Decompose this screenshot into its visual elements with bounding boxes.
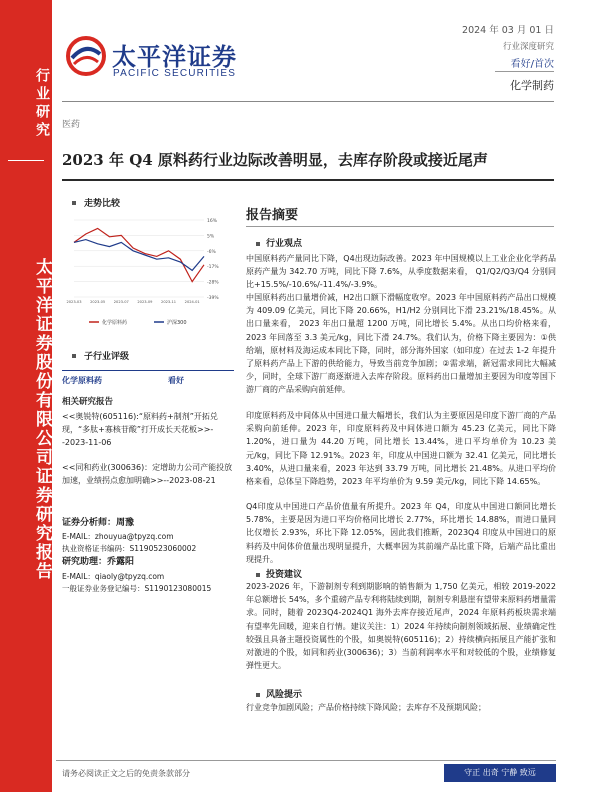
top-divider: [62, 101, 554, 102]
rating-value: 看好: [168, 376, 184, 385]
section-title: 行业观点: [266, 239, 303, 249]
company-name: 太平洋证券: [112, 43, 237, 71]
page-title: 2023 年 Q4 原料药行业边际改善明显，去库存阶段或接近尾声: [62, 151, 488, 169]
analyst-name: 证券分析师：周豫: [62, 518, 135, 528]
chart-legend-label: 沪深300: [167, 319, 187, 326]
company-name-en: PACIFIC SECURITIES: [113, 68, 237, 79]
related-report-link[interactable]: <<同和药业(300636)：定增助力公司产能投放加速，业绩拐点愈加明确>>--2023-08-21: [62, 463, 233, 485]
title-divider: [62, 179, 554, 181]
paragraph-export: 中国原料药出口量增价减，H2出口额下滑幅度收窄。2023 年中国原料药产品出口规模为 409.09 亿美元，同比下降 20.66%，H1/H2 分别同比下滑 23.21%/18.45%。从出口量来看， 2023 年出口量超 1200 万吨，同比增长 5.4%。从出口均价格来看，2023 年回落至 3.3 美元/kg，同比下滑 24.7%。我们认为，价格下降主要因为：①供给端，原材料及海运成本同比下降，同时，部分海外国家（如印度）在过去 1-2 年提升了原料药产品上下游的供给能力，导致当前竞争加剧；②需求端，新冠需求同比大幅减少，同时，全球下游厂商逐渐进入去库存阶段。原料药出口量增加主要因为印度等国下游厂商的产品采购向前延伸。: [246, 293, 556, 395]
footer-motto: 守正 出奇 宁静 致远: [444, 764, 556, 782]
chart-x-tick-label: 2023-05: [90, 300, 106, 304]
chart-x-tick-label: 2023-09: [137, 300, 153, 304]
bullet-icon: [256, 573, 260, 577]
chart-legend-label: 化学原料药: [102, 319, 128, 326]
side-org-label: 太平洋证券股份有限公司证券研究报告: [32, 258, 52, 581]
paragraph-production: 中国原料药产量同比下降，Q4出现边际改善。2023 年中国规模以上工业企业化学药品原药产量为 342.70 万吨，同比下降 7.6%，从季度数据来看， Q1/Q2/Q3/Q4 分别同比+15.5%/-10.6%/-11.4%/-3.9%。: [246, 254, 556, 290]
chart-series-line: [74, 228, 204, 281]
bullet-icon: [256, 693, 260, 697]
rating-divider: [62, 370, 234, 371]
footer-disclaimer: 请务必阅读正文之后的免责条款部分: [62, 769, 190, 778]
related-reports-title: 相关研究报告: [62, 397, 114, 407]
side-divider: [8, 160, 44, 161]
rating-section-title: 子行业评级: [84, 352, 130, 362]
footer-divider: [56, 760, 556, 761]
analyst-cert: 执业资格证书编码：S1190523060002: [62, 544, 197, 553]
chart-y-tick-label: -6%: [207, 249, 216, 255]
bullet-icon: [256, 242, 260, 246]
section-title: 投资建议: [266, 570, 303, 580]
chart-series: [74, 228, 204, 281]
report-type: 行业深度研究: [502, 42, 554, 52]
chart-x-tick-label: 2023-11: [161, 300, 177, 304]
rating-industry: 化学原料药: [62, 376, 102, 385]
chart-x-tick-label: 2024-01: [184, 300, 200, 304]
chart-y-tick-label: -17%: [207, 265, 219, 271]
side-bar: [0, 0, 52, 792]
paragraph-investment: 2023-2026 年，下游制剂专利到期影响的销售额为 1,750 亿美元，相较 2019-2022 年总额增长 54%，多个重磅产品专利将陆续到期，制剂专利悬崖有望带来原料药增量需求。同时，随着 2023Q4-2024Q1 海外去库存接近尾声，2024 年原料药板块需求端有望率先回暖，迎来自行情。建议关注：1）2024 年持续向制剂领域拓展、业绩确定性较强且具备主题投资属性的个股，如奥锐特(605116)；2）持续横向拓展且产能扩张和对激进的个股，如同和药业(300636)；3）当前利润率水平和对较低的个股，业绩修复弹性更大。: [246, 582, 556, 671]
researcher-name: 研究助理：乔露阳: [62, 557, 135, 567]
chart-x-axis: [66, 300, 199, 304]
company-logo-icon: [66, 36, 106, 76]
chart-x-tick-label: 2023-03: [66, 300, 82, 304]
researcher-email[interactable]: E-MAIL：qiaoly@tpyzq.com: [62, 572, 165, 581]
header-divider: [495, 71, 554, 72]
related-report-link[interactable]: <<奥锐特(605116):“原料药+制剂”开拓兑现，“多肽+寡核苷酸”打开成长天花板>>--2023-11-06: [62, 412, 218, 447]
analyst-email[interactable]: E-MAIL：zhouyua@tpyzq.com: [62, 532, 174, 541]
chart-y-tick-label: 16%: [207, 219, 218, 224]
section-tag: 医药: [62, 120, 81, 130]
report-industry: 化学制药: [510, 79, 554, 92]
bullet-icon: [72, 354, 76, 358]
bullet-icon: [72, 201, 76, 205]
side-category-label: 行业研究: [34, 68, 50, 140]
section-title: 风险提示: [266, 690, 303, 700]
chart-legend: [89, 319, 187, 326]
chart-y-tick-label: -39%: [207, 296, 219, 301]
paragraph-risk: 行业竞争加剧风险；产品价格持续下降风险；去库存不及预期风险；: [246, 703, 486, 712]
summary-title: 报告摘要: [246, 208, 299, 223]
paragraph-india-import: 印度原料药及中间体从中国进口量大幅增长，我们认为主要原因是印度下游厂商的产品采购向前延伸。2023 年，印度原料药及中间体进口额为 45.23 亿美元，同比下降 1.20%，进口量为 44.20 万吨，同比增长 13.44%，进口平均单价为 10.23 美元/kg，同比下降 12.91%。2023 年，印度从中国进口额为 32.41 亿美元，同比增长 3.40%，从进口量来看，2023 年达到 33.79 万吨，同比增长 21.48%。从进口平均价格来看，总体呈下降趋势，2023 年平均单价为 9.59 美元/kg，同比下降 14.65%。: [246, 411, 556, 487]
chart-y-tick-label: 5%: [207, 234, 215, 240]
paragraph-q4: Q4印度从中国进口产品价值量有所提升。2023 年 Q4，印度从中国进口额同比增长 5.78%，主要是因为进口平均价格同比增长 2.77%，环比增长 14.88%，而进口量同比仅增长 2.93%，环比下降 12.05%，因此我们推断，2023Q4 印度从中国进口的原料药及中间体价值量出现明显提升，大概率因为其前端产品比重下降，后端产品比重出现提升。: [246, 502, 556, 564]
summary-divider: [246, 226, 554, 227]
researcher-cert: 一般证券业务登记编号：S1190123080015: [62, 584, 212, 593]
trend-title: 走势比较: [84, 199, 121, 209]
chart-y-tick-label: -28%: [207, 280, 219, 286]
report-date: 2024 年 03 月 01 日: [462, 25, 554, 36]
chart-grid: [74, 220, 204, 297]
report-rating: 看好/首次: [510, 59, 554, 70]
chart-x-tick-label: 2023-07: [113, 300, 129, 304]
chart-y-axis: [207, 218, 219, 301]
trend-chart: [64, 212, 234, 332]
